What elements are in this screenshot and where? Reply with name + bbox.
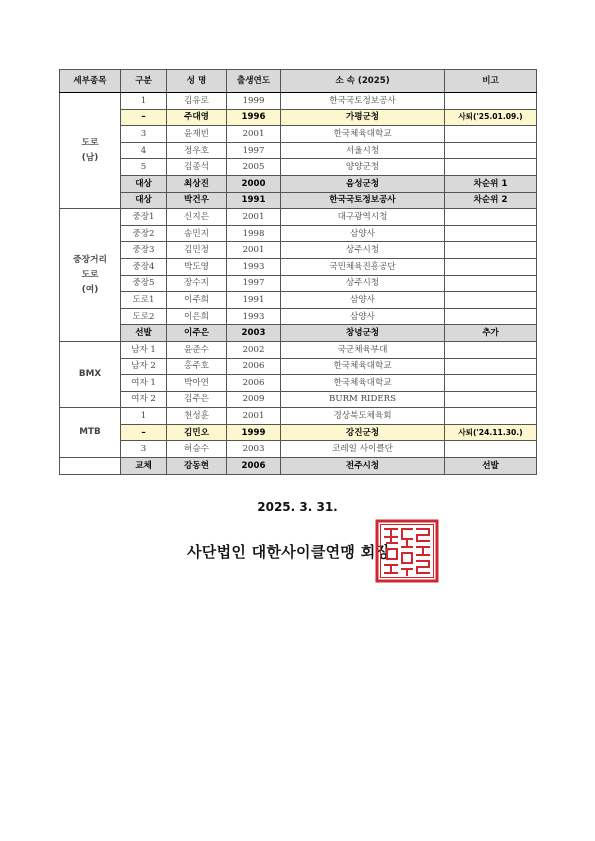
cell-note	[445, 242, 537, 259]
cell-note	[445, 142, 537, 159]
cell-note	[445, 375, 537, 392]
cell-birth-year: 2000	[227, 175, 281, 192]
cell-division: 남자 2	[121, 358, 167, 375]
table-row	[60, 126, 537, 143]
table-row	[60, 375, 537, 392]
cell-team: 강진군청	[281, 424, 445, 441]
cell-name: 김민정	[167, 242, 227, 259]
cell-division: 중장4	[121, 258, 167, 275]
cell-team: 한국국토정보공사	[281, 192, 445, 209]
cell-name: 강동현	[167, 458, 227, 475]
table-row	[60, 424, 537, 441]
cell-name: 이주은	[167, 325, 227, 342]
cell-team: 삼양사	[281, 308, 445, 325]
cell-name: 홍주호	[167, 358, 227, 375]
cell-note: 추가	[445, 325, 537, 342]
header-row	[60, 70, 537, 93]
cell-birth-year: 1993	[227, 308, 281, 325]
cell-birth-year: 2003	[227, 441, 281, 458]
table-row	[60, 458, 537, 475]
table-row	[60, 93, 537, 110]
header-note: 비고	[445, 70, 537, 93]
cell-division: 남자 1	[121, 341, 167, 358]
table-row	[60, 441, 537, 458]
cell-birth-year: 2006	[227, 375, 281, 392]
table-row	[60, 258, 537, 275]
cell-name: 김민오	[167, 424, 227, 441]
cell-team: 국군체육부대	[281, 341, 445, 358]
cell-team: 가평군청	[281, 109, 445, 126]
cell-birth-year: 2003	[227, 325, 281, 342]
cell-name: 박아연	[167, 375, 227, 392]
cell-note	[445, 93, 537, 110]
cell-division: 중장1	[121, 209, 167, 226]
cell-note	[445, 126, 537, 143]
cell-division: 중장3	[121, 242, 167, 259]
cell-team: 삼양사	[281, 225, 445, 242]
issuer-name: 사단법인 대한사이클연맹 회장	[187, 543, 391, 561]
cell-birth-year: 1991	[227, 192, 281, 209]
table-row	[60, 225, 537, 242]
cell-note: 선발	[445, 458, 537, 475]
cell-birth-year: 2009	[227, 391, 281, 408]
cell-birth-year: 2001	[227, 209, 281, 226]
cell-name: 박도영	[167, 258, 227, 275]
header-birth-year: 출생연도	[227, 70, 281, 93]
cell-note	[445, 292, 537, 309]
table-row	[60, 408, 537, 425]
cell-note	[445, 408, 537, 425]
cell-birth-year: 1996	[227, 109, 281, 126]
cell-name: 김종석	[167, 159, 227, 176]
table-row	[60, 358, 537, 375]
cell-birth-year: 1997	[227, 275, 281, 292]
header-event: 세부종목	[60, 70, 121, 93]
cell-division: 교체	[121, 458, 167, 475]
table-row	[60, 159, 537, 176]
cell-division: 도로1	[121, 292, 167, 309]
cell-birth-year: 2005	[227, 159, 281, 176]
cell-birth-year: 1991	[227, 292, 281, 309]
table-row	[60, 391, 537, 408]
cell-note: 차순위 2	[445, 192, 537, 209]
cell-division: 대상	[121, 175, 167, 192]
cell-team: 창녕군청	[281, 325, 445, 342]
cell-note	[445, 159, 537, 176]
cell-team: 음성군청	[281, 175, 445, 192]
cell-birth-year: 2002	[227, 341, 281, 358]
cell-birth-year: 2001	[227, 242, 281, 259]
cell-division: 도로2	[121, 308, 167, 325]
cell-note	[445, 441, 537, 458]
cell-note: 사퇴('24.11.30.)	[445, 424, 537, 441]
cell-name: 정우호	[167, 142, 227, 159]
cell-note	[445, 275, 537, 292]
cell-name: 허승수	[167, 441, 227, 458]
cell-name: 이주희	[167, 292, 227, 309]
cell-name: 윤재빈	[167, 126, 227, 143]
cell-division: 4	[121, 142, 167, 159]
roster-table	[59, 69, 537, 475]
cell-birth-year: 1999	[227, 93, 281, 110]
header-name: 성 명	[167, 70, 227, 93]
cell-team: 코레일 사이클단	[281, 441, 445, 458]
cell-name: 천성훈	[167, 408, 227, 425]
cell-note	[445, 258, 537, 275]
event-category: 도로 (남)	[60, 93, 121, 209]
table-row	[60, 292, 537, 309]
cell-note	[445, 358, 537, 375]
cell-note: 사퇴('25.01.09.)	[445, 109, 537, 126]
cell-division: 1	[121, 93, 167, 110]
cell-birth-year: 2006	[227, 358, 281, 375]
cell-division: 중장5	[121, 275, 167, 292]
cell-team: 전주시청	[281, 458, 445, 475]
cell-division: 대상	[121, 192, 167, 209]
table-row	[60, 192, 537, 209]
table-row	[60, 341, 537, 358]
event-category: 중장거리 도로 (여)	[60, 209, 121, 342]
cell-birth-year: 2006	[227, 458, 281, 475]
cell-note: 차순위 1	[445, 175, 537, 192]
cell-team: 국민체육진흥공단	[281, 258, 445, 275]
cell-name: 주대영	[167, 109, 227, 126]
cell-team: 경상북도체육회	[281, 408, 445, 425]
issue-date: 2025. 3. 31.	[257, 500, 338, 514]
table-row	[60, 242, 537, 259]
table-row	[60, 109, 537, 126]
event-category: MTB	[60, 408, 121, 458]
roster-body	[60, 93, 537, 475]
table-row	[60, 275, 537, 292]
cell-name: 신지은	[167, 209, 227, 226]
cell-division: 중장2	[121, 225, 167, 242]
cell-birth-year: 1999	[227, 424, 281, 441]
cell-team: 삼양사	[281, 292, 445, 309]
cell-birth-year: 1998	[227, 225, 281, 242]
table-row	[60, 142, 537, 159]
cell-note	[445, 391, 537, 408]
cell-team: BURM RIDERS	[281, 391, 445, 408]
cell-division: 5	[121, 159, 167, 176]
cell-team: 한국체육대학교	[281, 358, 445, 375]
cell-note	[445, 225, 537, 242]
cell-team: 양양군청	[281, 159, 445, 176]
cell-team: 한국국토정보공사	[281, 93, 445, 110]
table-row	[60, 209, 537, 226]
cell-division: 여자 2	[121, 391, 167, 408]
official-seal	[375, 519, 439, 583]
cell-birth-year: 2001	[227, 126, 281, 143]
cell-name: 박건우	[167, 192, 227, 209]
cell-division: 3	[121, 441, 167, 458]
cell-name: 이은희	[167, 308, 227, 325]
cell-division: 여자 1	[121, 375, 167, 392]
cell-team: 한국체육대학교	[281, 126, 445, 143]
cell-note	[445, 341, 537, 358]
cell-birth-year: 2001	[227, 408, 281, 425]
cell-note	[445, 209, 537, 226]
cell-birth-year: 1997	[227, 142, 281, 159]
cell-division: 1	[121, 408, 167, 425]
cell-team: 대구광역시청	[281, 209, 445, 226]
header-team: 소 속 (2025)	[281, 70, 445, 93]
cell-name: 김유로	[167, 93, 227, 110]
cell-team: 상주시청	[281, 242, 445, 259]
cell-division: 3	[121, 126, 167, 143]
cell-division: 선발	[121, 325, 167, 342]
cell-note	[445, 308, 537, 325]
cell-name: 윤준수	[167, 341, 227, 358]
cell-division: –	[121, 424, 167, 441]
table-row	[60, 325, 537, 342]
table-row	[60, 308, 537, 325]
cell-division: –	[121, 109, 167, 126]
cell-team: 서울시청	[281, 142, 445, 159]
cell-birth-year: 1993	[227, 258, 281, 275]
cell-team: 한국체육대학교	[281, 375, 445, 392]
cell-name: 김주은	[167, 391, 227, 408]
table-row	[60, 175, 537, 192]
cell-name: 장수지	[167, 275, 227, 292]
cell-name: 송민지	[167, 225, 227, 242]
event-category: BMX	[60, 341, 121, 407]
header-division: 구분	[121, 70, 167, 93]
event-category	[60, 458, 121, 475]
cell-name: 최상진	[167, 175, 227, 192]
cell-team: 상주시청	[281, 275, 445, 292]
